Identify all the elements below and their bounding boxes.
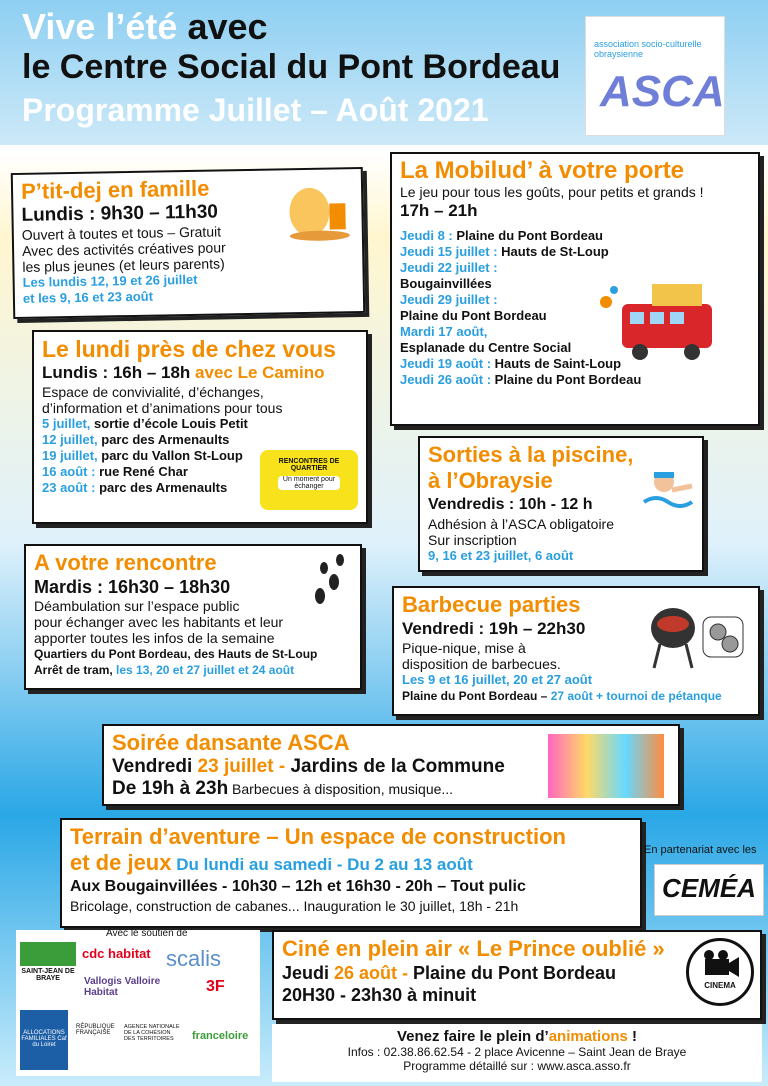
list-item: Jeudi 22 juillet : [400,260,498,275]
lundi-time: Lundis : 16h – 18h avec Le Camino [42,363,325,382]
list-item: Jeudi 15 juillet : Hauts de St-Loup [400,244,609,259]
cemea-logo-text: CEMÉA [662,873,756,903]
cinema-logo-text: CINEMA [704,981,736,990]
grill-icon [648,602,698,672]
ptitdej-line3: les plus jeunes (et leurs parents) [22,255,225,275]
ptitdej-line2: Avec des activités créatives pour [21,239,226,259]
footer-line1: Venez faire le plein d’animations ! [396,1028,638,1045]
ptitdej-title: P’tit-dej en famille [20,175,210,204]
footprints-icon [308,552,352,608]
list-item: 12 juillet, parc des Armenaults [42,432,230,447]
cemea-logo [654,864,764,916]
rencontres-badge-text: Un moment pour échanger [278,476,340,490]
3f-logo: 3F [206,978,225,995]
rencontre-line4: Quartiers du Pont Bordeau, des Hauts de St-Loup [34,647,318,661]
list-item: Mardi 17 août, [400,324,488,339]
partner-label: En partenariat avec les [644,844,757,856]
footer-website: Programme détaillé sur : www.asca.asso.fr [403,1059,631,1073]
piscine-line1: Adhésion à l’ASCA obligatoire [428,516,615,532]
franceloire-logo: franceloire [192,1030,249,1042]
mobilud-time: 17h – 21h [400,201,478,220]
piscine-line2: Sur inscription [428,532,517,548]
piscine-title2: à l’Obraysie [428,468,553,493]
asca-logo-subtitle: association socio-culturelle obraysienne [594,39,702,59]
sponsors-panel [16,930,260,1076]
cine-card [272,930,762,1020]
mobilud-card [390,152,760,426]
caf-logo: ALLOCATIONS FAMILIALES Caf du Loiret [20,1010,68,1070]
cine-title: Ciné en plein air « Le Prince oublié » [282,936,665,961]
vallogis-logo: Vallogis Valloire Habitat [84,976,161,998]
barbecue-line3: Plaine du Pont Bordeau – 27 août + tournoi de pétanque [402,689,722,703]
sponsors-label: Avec le soutien de [106,928,188,939]
list-item: Jeudi 8 : Plaine du Pont Bordeau [400,228,603,243]
rencontre-line1: Déambulation sur l’espace public [34,598,240,614]
soiree-line2: De 19h à 23h Barbecues à disposition, musique... [112,778,454,799]
terrain-title1: Terrain d’aventure – Un espace de construction [70,824,566,849]
game-bus-icon [592,274,722,364]
piscine-time: Vendredis : 10h - 12 h [428,496,593,513]
terrain-line1: Aux Bougainvillées - 10h30 – 12h et 16h30 - 20h – Tout pulic [70,878,526,895]
lundi-line1: Espace de convivialité, d’échanges, [42,384,264,400]
cine-line1: Jeudi 26 août - Plaine du Pont Bordeau [282,963,617,983]
header-banner [0,0,768,145]
lundi-line2: d’information et d’animations pour tous [42,400,283,416]
list-item: Jeudi 29 juillet : [400,292,498,307]
ptitdej-line1: Ouvert à toutes et tous – Gratuit [21,223,222,243]
list-item: Jeudi 26 août : Plaine du Pont Bordeau [400,372,642,387]
barbecue-line2: disposition de barbecues. [402,656,561,672]
anct-logo: AGENCE NATIONALE DE LA COHÉSION DES TERRITOIRES [124,1024,180,1042]
list-item: 5 juillet, sortie d’école Louis Petit [42,416,248,431]
list-item: 16 août : rue René Char [42,464,188,479]
barbecue-line1: Pique-nique, mise à [402,640,526,656]
list-item: 23 août : parc des Armenaults [42,480,228,495]
ptitdej-dates2: et les 9, 16 et 23 août [22,288,154,306]
footer-line2: Infos : 02.38.86.62.54 - 2 place Avicenne – Saint Jean de Braye [347,1045,687,1059]
barbecue-card [392,586,760,716]
rencontre-time: Mardis : 16h30 – 18h30 [34,577,231,597]
saint-jean-logo: SAINT-JEAN DE BRAYE [20,942,76,982]
asca-logo [585,16,725,136]
soiree-title: Soirée dansante ASCA [112,730,350,755]
terrain-card [60,818,642,928]
header-line3: Programme Juillet – Août 2021 [22,92,489,128]
republique-logo: RÉPUBLIQUE FRANÇAISE [76,1024,115,1036]
cine-line2: 20H30 - 23h30 à minuit [282,985,477,1005]
piscine-title1: Sorties à la piscine, [428,442,634,467]
header-line1 [22,6,268,48]
footer [272,1024,762,1082]
cdc-logo: cdc habitat [82,946,151,961]
rencontres-badge-title: RENCONTRES DE QUARTIER [278,458,340,472]
header-vive: Vive l’été [22,6,178,47]
list-item: 19 juillet, parc du Vallon St-Loup [42,448,243,463]
list-item: Esplanade du Centre Social [400,340,572,355]
rencontre-line5: Arrêt de tram, les 13, 20 et 27 juillet et 24 août [34,663,295,677]
rencontre-line3: apporter toutes les infos de la semaine [34,630,275,646]
rencontres-badge [260,450,358,510]
ptitdej-dates1: Les lundis 12, 19 et 26 juillet [22,271,198,290]
breakfast-icon [279,173,354,244]
ptitdej-time: Lundis : 9h30 – 11h30 [21,201,219,226]
list-item: Bougainvillées [400,276,492,291]
barbecue-time: Vendredi : 19h – 22h30 [402,619,586,638]
terrain-title2-row: et de jeux Du lundi au samedi - Du 2 au 13 août [70,850,473,875]
mobilud-subtitle: Le jeu pour tous les goûts, pour petits et grands ! [400,184,704,200]
list-item: Plaine du Pont Bordeau [400,308,547,323]
asca-logo-text: ASCA [600,67,725,116]
lundi-title: Le lundi près de chez vous [42,336,336,362]
rencontre-card [24,544,362,690]
mobilud-title: La Mobilud’ à votre porte [400,157,685,184]
header-line2: le Centre Social du Pont Bordeau [22,48,561,86]
list-item: Jeudi 19 août : Hauts de Saint-Loup [400,356,622,371]
rencontre-title: A votre rencontre [34,550,217,575]
petanque-icon [702,616,744,658]
soiree-line1: Vendredi 23 juillet - Jardins de la Commune [112,756,505,777]
header-avec: avec [187,6,268,47]
lundi-card [32,330,368,524]
rencontre-line2: pour échanger avec les habitants et leur [34,614,284,630]
dancers-image [548,734,664,798]
cinema-icon [686,938,754,1006]
piscine-dates: 9, 16 et 23 juillet, 6 août [428,548,574,563]
ptitdej-card [11,167,365,319]
barbecue-dates: Les 9 et 16 juillet, 20 et 27 août [402,672,593,687]
scalis-logo: scalis [166,946,222,971]
swimmer-icon [642,468,698,514]
barbecue-title: Barbecue parties [402,592,581,617]
soiree-card [102,724,680,806]
piscine-card [418,436,704,572]
terrain-line2: Bricolage, construction de cabanes... Inauguration le 30 juillet, 18h - 21h [70,898,519,914]
